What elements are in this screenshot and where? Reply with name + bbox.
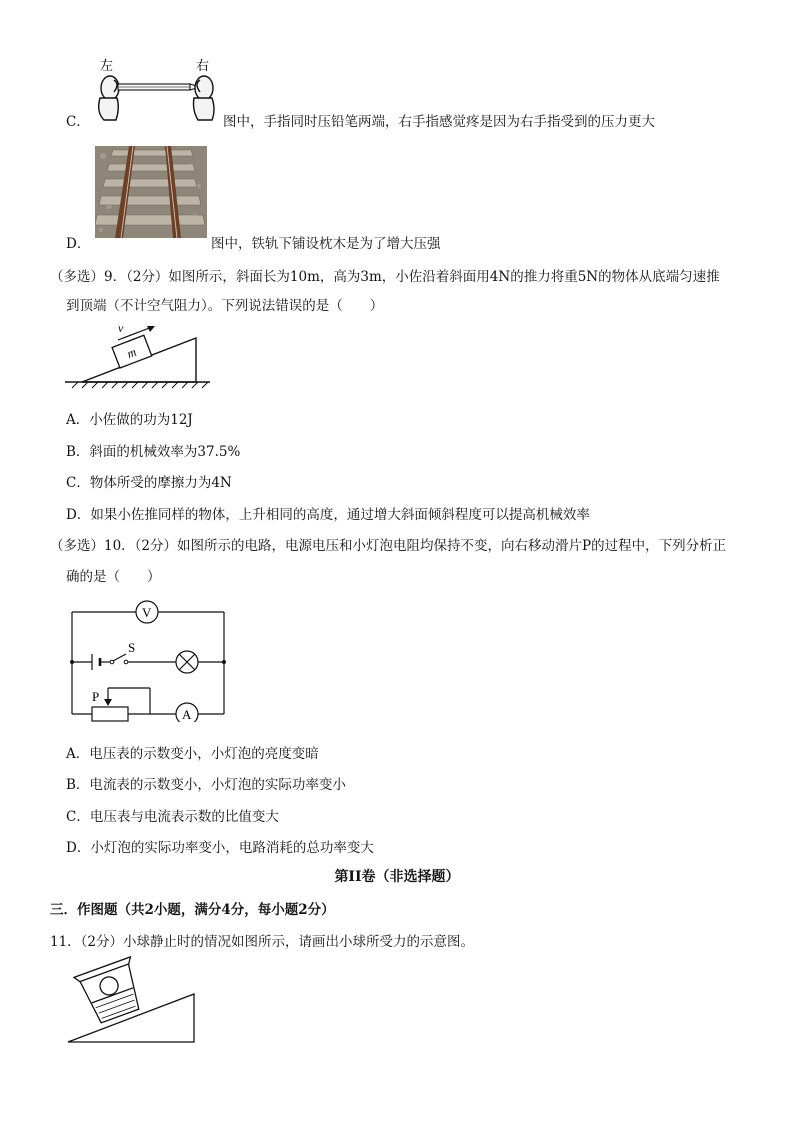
railway-track-photo (95, 146, 207, 238)
ball-in-cup-figure (62, 954, 202, 1046)
voltmeter-label: V (142, 605, 152, 620)
q9-option-c: C．物体所受的摩擦力为4N (66, 475, 232, 491)
q10-option-b: B．电流表的示数变小，小灯泡的实际功率变小 (66, 777, 346, 793)
option-d-text: 图中，铁轨下铺设枕木是为了增大压强 (211, 236, 441, 252)
q9-option-a: A．小佐做的功为12J (66, 412, 193, 428)
section3-title: 三．作图题（共2小题，满分4分，每小题2分） (50, 902, 335, 918)
q10-option-a: A．电压表的示数变小，小灯泡的亮度变暗 (66, 746, 319, 762)
switch-label: S (128, 640, 136, 655)
ammeter-label: A (182, 707, 192, 722)
option-c-label: C． (66, 114, 90, 130)
pencil-fingers-figure (90, 56, 222, 128)
right-hand-icon (194, 76, 215, 120)
switch-icon (110, 654, 128, 664)
q10-option-c: C．电压表与电流表示数的比值变大 (66, 809, 279, 825)
q10-stem-line2: 确的是（ ） (66, 569, 161, 585)
mass-label: m (125, 344, 139, 361)
part2-title: 第II卷（非选择题） (334, 869, 460, 885)
option-c-text: 图中，手指同时压铅笔两端，右手指感觉疼是因为右手指受到的压力更大 (223, 114, 655, 130)
q9-stem-line1: （多选）9．（2分）如图所示，斜面长为10m，高为3m，小佐沿着斜面用4N的推力将重5N的物体从底端匀速推 (50, 269, 720, 285)
q10-option-d: D．小灯泡的实际功率变小，电路消耗的总功率变大 (66, 840, 374, 856)
circuit-figure (62, 596, 232, 722)
figure-right-label: 右 (196, 58, 210, 73)
q9-stem-line2: 到顶端（不计空气阻力）。下列说法错误的是（ ） (66, 298, 384, 314)
q11-stem: 11．（2分）小球静止时的情况如图所示，请画出小球所受力的示意图。 (50, 934, 475, 950)
figure-left-label: 左 (100, 58, 114, 73)
lamp-icon (176, 651, 198, 673)
left-hand-icon (99, 76, 119, 120)
velocity-label: v (118, 321, 124, 335)
q9-option-d: D．如果小佐推同样的物体，上升相同的高度，通过增大斜面倾斜程度可以提高机械效率 (66, 507, 590, 523)
q10-stem-line1: （多选）10．（2分）如图所示的电路，电源电压和小灯泡电阻均保持不变，向右移动滑片P的过程中，下列分析正 (50, 538, 727, 554)
option-d-label: D． (66, 236, 91, 252)
slider-label: P (92, 689, 100, 704)
pencil-icon (118, 84, 200, 90)
battery-icon (92, 654, 100, 670)
q9-option-b: B．斜面的机械效率为37.5% (66, 444, 241, 460)
incline-figure (60, 318, 220, 396)
